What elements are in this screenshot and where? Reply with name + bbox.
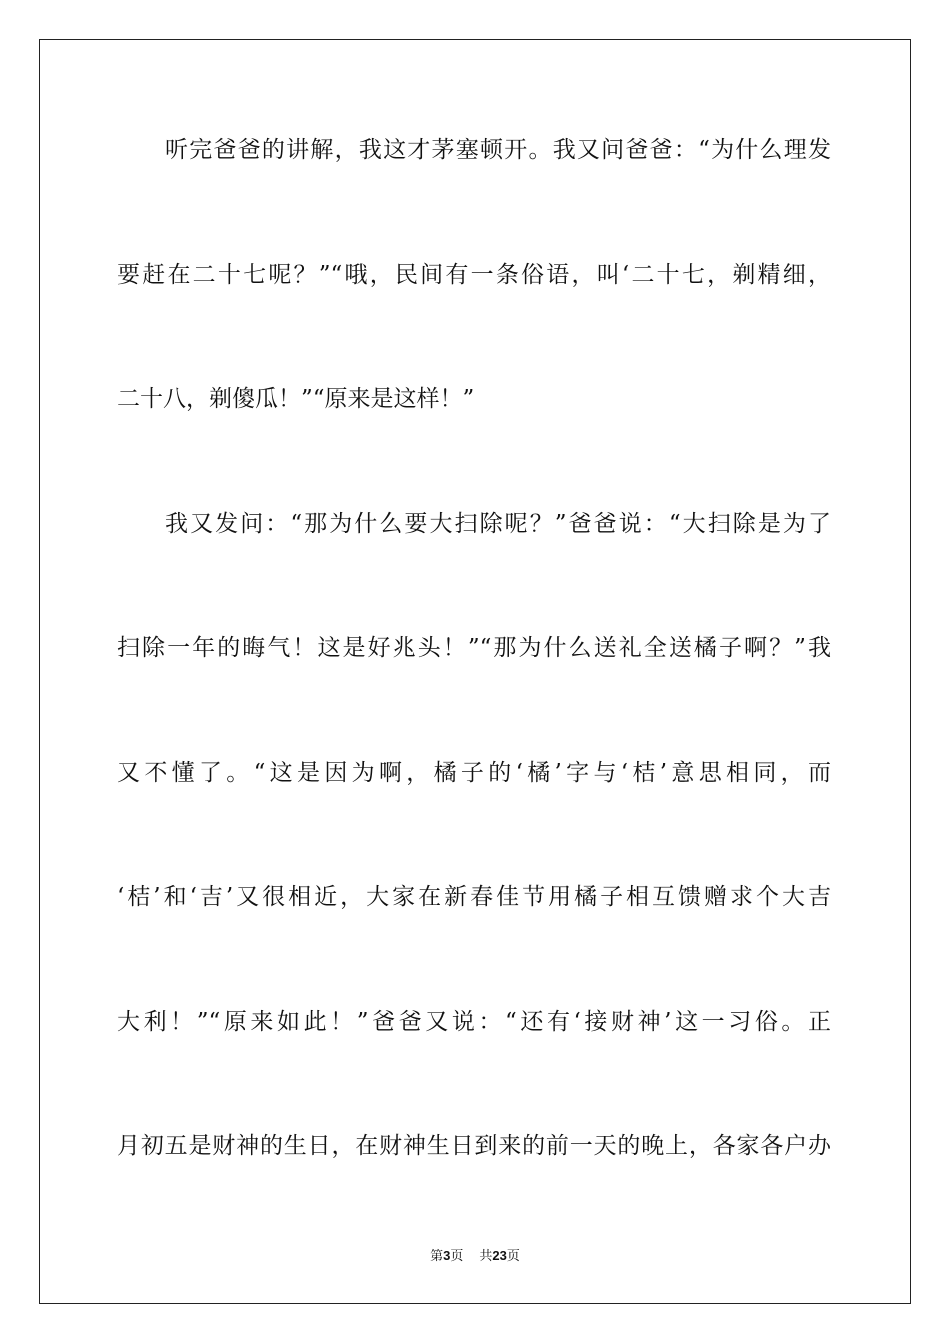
text-line-8: 大利！”“原来如此！”爸爸又说：“还有‘接财神’这一习俗。正 xyxy=(117,1009,831,1035)
text-line-5: 扫除一年的晦气！这是好兆头！”“那为什么送礼全送橘子啊？”我 xyxy=(117,635,831,661)
text-line-9: 月初五是财神的生日，在财神生日到来的前一天的晚上，各家各户办 xyxy=(117,1133,831,1159)
page-prefix: 第 xyxy=(430,1249,444,1264)
text-line-4: 我又发问：“那为什么要大扫除呢？”爸爸说：“大扫除是为了 xyxy=(165,511,831,537)
total-suffix: 页 xyxy=(506,1249,520,1264)
text-line-1: 听完爸爸的讲解，我这才茅塞顿开。我又问爸爸：“为什么理发 xyxy=(165,137,831,163)
text-line-2: 要赶在二十七呢？”“哦，民间有一条俗语，叫‘二十七，剃精细， xyxy=(117,262,831,288)
page-border xyxy=(39,39,911,1304)
total-prefix: 共 xyxy=(479,1249,493,1264)
text-line-6: 又不懂了。“这是因为啊，橘子的‘橘’字与‘桔’意思相同，而 xyxy=(117,760,831,786)
total-pages: 23 xyxy=(492,1248,507,1263)
page-number: 3 xyxy=(443,1248,451,1263)
page-footer xyxy=(0,1247,950,1266)
text-line-7: ‘桔’和‘吉’又很相近，大家在新春佳节用橘子相互馈赠求个大吉 xyxy=(117,884,831,910)
text-line-3: 二十八，剃傻瓜！”“原来是这样！” xyxy=(117,386,475,412)
page-suffix: 页 xyxy=(450,1249,464,1264)
